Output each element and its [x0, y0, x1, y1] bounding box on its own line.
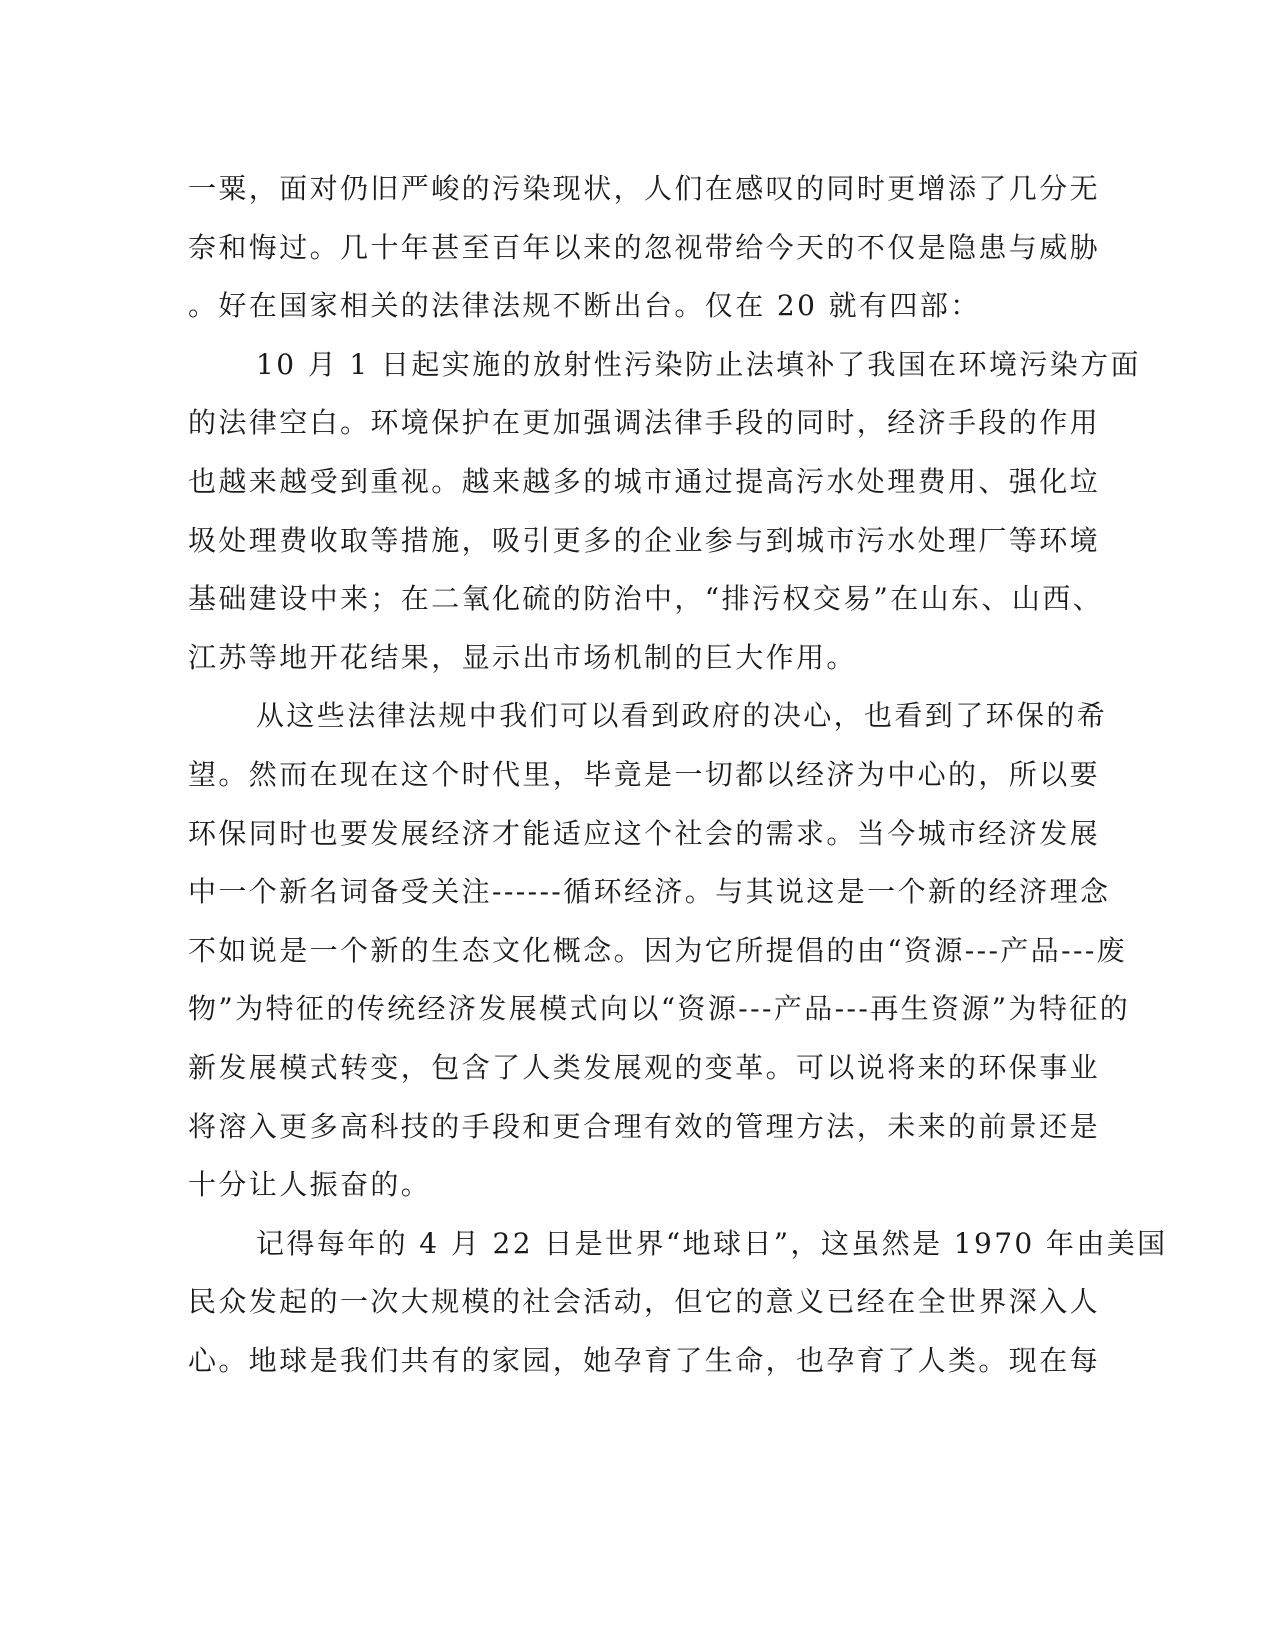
body-text [188, 160, 1168, 1390]
text-line: 的法律空白。环境保护在更加强调法律手段的同时，经济手段的作用 [188, 406, 1101, 440]
text-line: 也越来越受到重视。越来越多的城市通过提高污水处理费用、强化垃 [188, 464, 1101, 498]
text-line: 基础建设中来；在二氧化硫的防治中，“排污权交易”在山东、山西、 [188, 582, 1104, 616]
text-line: 将溶入更多高科技的手段和更合理有效的管理方法，未来的前景还是 [188, 1109, 1101, 1143]
text-line: 。好在国家相关的法律法规不断出台。仅在 20 就有四部： [188, 289, 981, 323]
text-line: 望。然而在现在这个时代里，毕竟是一切都以经济为中心的，所以要 [188, 757, 1101, 791]
text-line: 不如说是一个新的生态文化概念。因为它所提倡的由“资源---产品---废 [188, 933, 1128, 967]
text-line: 从这些法律法规中我们可以看到政府的决心，也看到了环保的希 [256, 699, 1108, 733]
text-line: 记得每年的 4 月 22 日是世界“地球日”，这虽然是 1970 年由美国 [256, 1226, 1168, 1260]
text-line: 圾处理费收取等措施，吸引更多的企业参与到城市污水处理厂等环境 [188, 523, 1101, 557]
text-line: 10 月 1 日起实施的放射性污染防止法填补了我国在环境污染方面 [256, 347, 1141, 381]
paragraph-3 [188, 687, 1131, 1214]
text-line: 民众发起的一次大规模的社会活动，但它的意义已经在全世界深入人 [188, 1285, 1101, 1319]
text-line: 物”为特征的传统经济发展模式向以“资源---产品---再生资源”为特征的 [188, 992, 1131, 1026]
text-line: 新发展模式转变，包含了人类发展观的变革。可以说将来的环保事业 [188, 1050, 1101, 1084]
text-line: 奈和悔过。几十年甚至百年以来的忽视带给今天的不仅是隐患与威胁 [188, 230, 1101, 264]
text-line: 环保同时也要发展经济才能适应这个社会的需求。当今城市经济发展 [188, 816, 1101, 850]
paragraph-1 [188, 160, 1101, 336]
text-line: 心。地球是我们共有的家园，她孕育了生命，也孕育了人类。现在每 [188, 1343, 1101, 1377]
text-line: 中一个新名词备受关注------循环经济。与其说这是一个新的经济理念 [188, 875, 1111, 909]
paragraph-2 [188, 336, 1141, 688]
paragraph-4 [188, 1215, 1168, 1391]
text-line: 一粟，面对仍旧严峻的污染现状，人们在感叹的同时更增添了几分无 [188, 172, 1101, 205]
text-line: 江苏等地开花结果，显示出市场机制的巨大作用。 [188, 640, 857, 674]
text-line: 十分让人振奋的。 [188, 1168, 432, 1202]
